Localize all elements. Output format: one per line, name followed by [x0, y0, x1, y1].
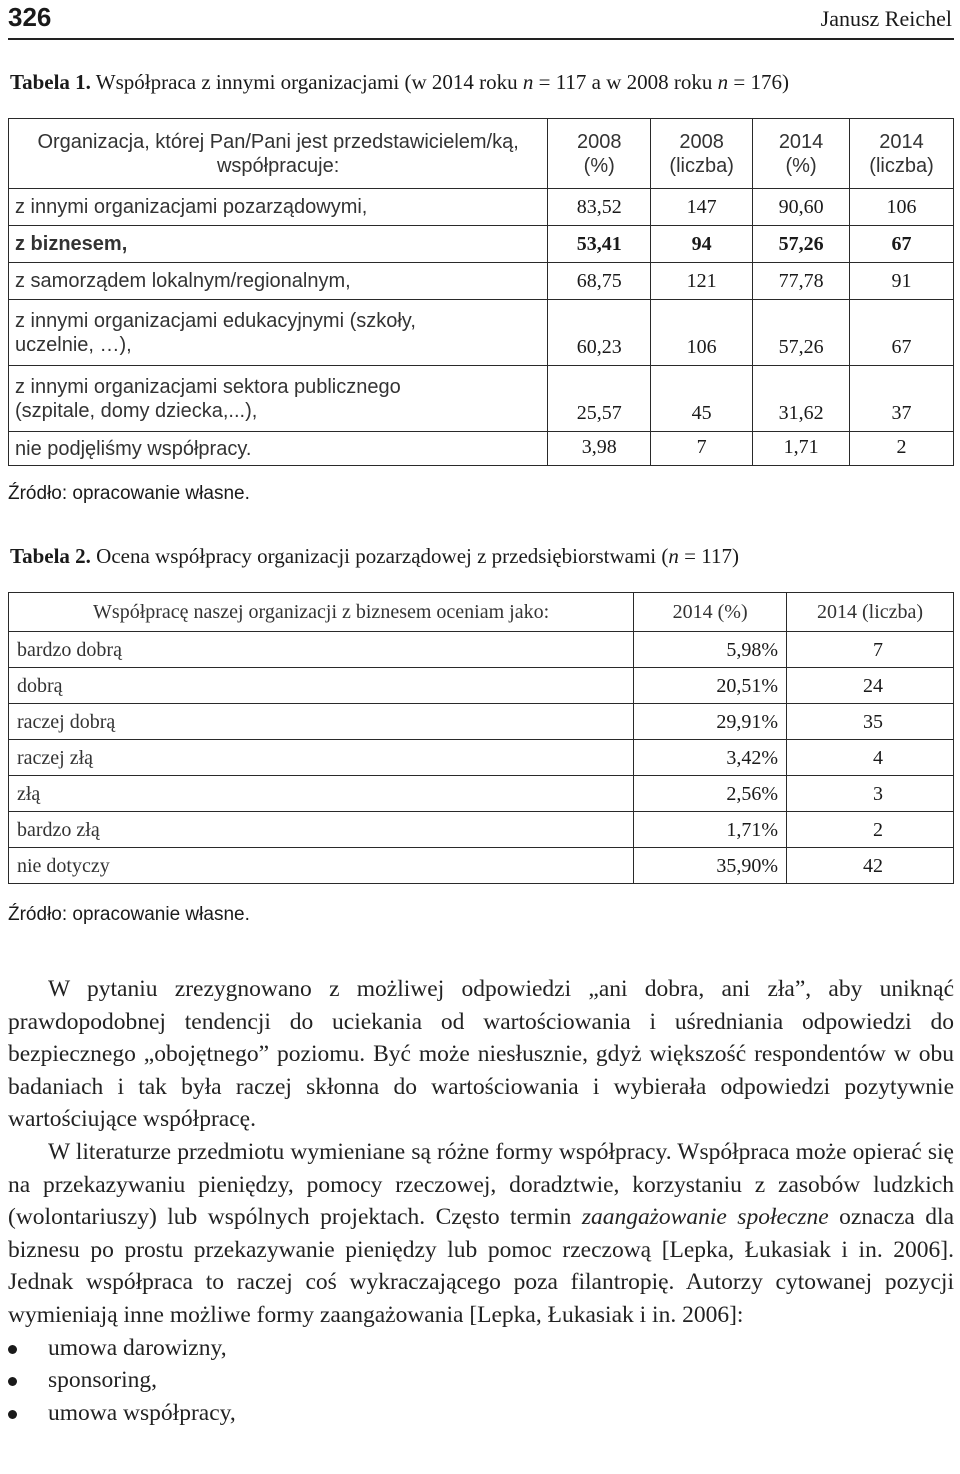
- table2-cell-count: 42: [787, 848, 954, 884]
- table1-row: [9, 366, 954, 432]
- table1-row-label-a: z biznesem,: [15, 233, 128, 255]
- page-number: 326: [8, 2, 52, 32]
- table1-cell-2008-count: 94: [651, 226, 753, 263]
- list-item: [8, 1332, 954, 1365]
- running-author: Janusz Reichel: [820, 6, 952, 31]
- table1-cell-2008-count: 45: [651, 366, 753, 432]
- table1-cell-2014-pct: 57,26: [753, 300, 850, 366]
- table1-row-label-b: (szpitale, domy dziecka,...),: [15, 399, 258, 422]
- list-item-text: sponsoring,: [48, 1367, 158, 1394]
- table1-cell-2014-count: 106: [850, 189, 954, 226]
- table2-header-row: [9, 593, 954, 632]
- table1-head-2008-pct-unit: (%): [583, 154, 615, 177]
- table1-caption-text-a: Współpraca z innymi organizacjami (w 2014 roku: [90, 70, 523, 94]
- table1-cell-2014-count: 37: [850, 366, 954, 432]
- paragraph: W pytaniu zrezygnowano z możliwej odpowiedzi „ani dobra, ani zła”, aby uniknąć prawdopodobnej tendencji do uciekania od wartościowania i uśredniania odpowiedzi do bezpiecznego „obojętnego” poziomu. Być może niesłusznie, gdyż większość respondentów w obu badaniach i tak była raczej skłonna do wartościowania i wybierała odpowiedzi pozytywnie wartościujące współpracę.: [8, 976, 954, 1133]
- table2-cell-count: 2: [787, 812, 954, 848]
- table1-head-2008-count: [651, 119, 753, 189]
- table2-cell-pct: 2,56%: [634, 776, 787, 812]
- table1-head-2008-pct: [548, 119, 651, 189]
- table2-head-count: 2014 (liczba): [787, 593, 954, 632]
- table1-cell-2014-pct: 77,78: [753, 263, 850, 300]
- table1-head-2014-count-year: 2014: [879, 130, 924, 153]
- table1-row-label: [9, 263, 548, 300]
- table1-head-2008-pct-year: 2008: [576, 130, 622, 153]
- table1-cell-2014-pct: 31,62: [753, 366, 850, 432]
- table1-source: Źródło: opracowanie własne.: [8, 483, 250, 504]
- table1-row-label-a: z innymi organizacjami sektora publicznego: [15, 375, 401, 398]
- table2-caption-n: n: [668, 544, 679, 568]
- table2-cell-pct: 1,71%: [634, 812, 787, 848]
- list-item: [8, 1364, 954, 1397]
- table1-head-line1: Organizacja, której Pan/Pani jest przedstawicielem/ką,: [37, 130, 519, 153]
- table2-caption-text-b: = 117): [678, 544, 739, 568]
- table1-cell-2008-pct: 3,98: [548, 432, 651, 466]
- table2-head-rating: Współpracę naszej organizacji z biznesem oceniam jako:: [9, 593, 634, 632]
- bullet-icon: [8, 1377, 17, 1386]
- table1-caption: [10, 69, 789, 95]
- running-header: [8, 0, 954, 40]
- table1-cell-2014-count: 67: [850, 300, 954, 366]
- table1-cell-2014-count: 67: [850, 226, 954, 263]
- table1-row: [9, 432, 954, 466]
- paragraph: [8, 1136, 954, 1332]
- table2-cell-count: 35: [787, 704, 954, 740]
- paragraph-text: W literaturze przedmiotu wymieniane są różne formy współpracy. Współpraca może opierać się na przekazywaniu pieniędzy, pomocy rzeczowej, doradztwie, korzystaniu z zasobów ludzkich (wolontariuszy) lub wspólnych projektach. Często termin: [8, 1138, 954, 1231]
- table2-source: Źródło: opracowanie własne.: [8, 904, 250, 925]
- table1-row-label: [9, 226, 548, 263]
- bullet-list: [8, 1332, 954, 1430]
- table2-row: [9, 632, 954, 668]
- table2-cell-count: 24: [787, 668, 954, 704]
- table1-cell-2008-count: 121: [651, 263, 753, 300]
- table1-row: [9, 263, 954, 300]
- table2-cell-count: 4: [787, 740, 954, 776]
- table1-cell-2008-pct: 25,57: [548, 366, 651, 432]
- table2: [8, 592, 954, 884]
- body-text: [8, 973, 954, 1429]
- table2-head-pct: 2014 (%): [634, 593, 787, 632]
- list-item: [8, 1397, 954, 1430]
- table1-cell-2008-pct: 53,41: [548, 226, 651, 263]
- table1-caption-n1: n: [522, 70, 534, 94]
- bullet-icon: [8, 1410, 17, 1419]
- paragraph-text: oznacza dla biznesu po prostu przekazywanie pieniędzy lub pomoc rzeczową [Lepka, Łukasiak i in. 2006]. Jednak współpraca to raczej coś wykraczającego poza filantropię. Autorzy cytowanej pozycji wymieniają inne możliwe formy zaangażowania [Lepka, Łukasiak i in. 2006]:: [8, 1204, 954, 1328]
- table2-cell-pct: 29,91%: [634, 704, 787, 740]
- table1-cell-2008-count: 147: [651, 189, 753, 226]
- table1-cell-2008-count: 7: [651, 432, 753, 466]
- table2-row-label: raczej złą: [9, 740, 634, 776]
- table1-caption-text-b: = 117 a w 2008 roku: [533, 70, 718, 94]
- table2-row: [9, 704, 954, 740]
- table1-row-label-a: z innymi organizacjami pozarządowymi,: [15, 196, 368, 218]
- table1-head-2014-count-unit: (liczba): [869, 154, 934, 177]
- table2-row: [9, 848, 954, 884]
- table1-row-label-b: uczelnie, …),: [15, 333, 132, 356]
- table2-row-label: złą: [9, 776, 634, 812]
- table2-cell-count: 3: [787, 776, 954, 812]
- table2-cell-pct: 20,51%: [634, 668, 787, 704]
- table1-caption-label: Tabela 1.: [10, 70, 91, 94]
- table1-cell-2014-pct: 57,26: [753, 226, 850, 263]
- table1-row-label-a: z innymi organizacjami edukacyjnymi (szkoły,: [15, 309, 416, 332]
- table1-cell-2014-pct: 1,71: [753, 432, 850, 466]
- table1-row-label-a: z samorządem lokalnym/regionalnym,: [15, 270, 351, 292]
- table2-row-label: bardzo dobrą: [9, 632, 634, 668]
- table2-row: [9, 776, 954, 812]
- table1-caption-n2: n: [717, 70, 729, 94]
- table2-row-label: raczej dobrą: [9, 704, 634, 740]
- table1-row-label: [9, 189, 548, 226]
- table1-row-label: [9, 300, 548, 366]
- list-item-text: umowa darowizny,: [48, 1334, 227, 1361]
- list-item-text: umowa współpracy,: [48, 1399, 236, 1426]
- table2-caption-label: Tabela 2.: [10, 544, 91, 568]
- table1-caption-text-c: = 176): [728, 70, 789, 94]
- table2-caption-text-a: Ocena współpracy organizacji pozarządowej z przedsiębiorstwami (: [90, 544, 669, 568]
- table2-row-label: nie dotyczy: [9, 848, 634, 884]
- table1-cell-2014-count: 91: [850, 263, 954, 300]
- table2-cell-pct: 3,42%: [634, 740, 787, 776]
- table2-row: [9, 740, 954, 776]
- table2-row-label: bardzo złą: [9, 812, 634, 848]
- table2-row: [9, 668, 954, 704]
- table1-head-2014-count: [850, 119, 954, 189]
- table1-head-organization: [9, 119, 548, 189]
- table1-cell-2008-count: 106: [651, 300, 753, 366]
- table1-row-label: [9, 366, 548, 432]
- table2-cell-pct: 35,90%: [634, 848, 787, 884]
- table1-row: [9, 189, 954, 226]
- table1-header-row: [9, 119, 954, 189]
- table1-cell-2008-pct: 83,52: [548, 189, 651, 226]
- table1-row: [9, 226, 954, 263]
- table1-cell-2008-pct: 68,75: [548, 263, 651, 300]
- table2-row-label: dobrą: [9, 668, 634, 704]
- table1-cell-2014-pct: 90,60: [753, 189, 850, 226]
- table1-row: [9, 300, 954, 366]
- table1-head-2014-pct: [753, 119, 850, 189]
- table1-head-line2: współpracuje:: [216, 154, 340, 177]
- table1-head-2008-count-year: 2008: [679, 130, 724, 153]
- table1-head-2008-count-unit: (liczba): [669, 154, 734, 177]
- table1-head-2014-pct-year: 2014: [778, 130, 824, 153]
- table1-cell-2008-pct: 60,23: [548, 300, 651, 366]
- table2-caption: [10, 543, 739, 569]
- bullet-icon: [8, 1345, 17, 1354]
- table2-row: [9, 812, 954, 848]
- table2-cell-pct: 5,98%: [634, 632, 787, 668]
- table1-cell-2014-count: 2: [850, 432, 954, 466]
- table1: [8, 118, 954, 466]
- table1-row-label-a: nie podjęliśmy współpracy.: [15, 437, 252, 460]
- paragraph-emphasis: zaangażowanie społeczne: [581, 1204, 829, 1231]
- table1-row-label: [9, 432, 548, 466]
- table2-cell-count: 7: [787, 632, 954, 668]
- table1-head-2014-pct-unit: (%): [785, 154, 817, 177]
